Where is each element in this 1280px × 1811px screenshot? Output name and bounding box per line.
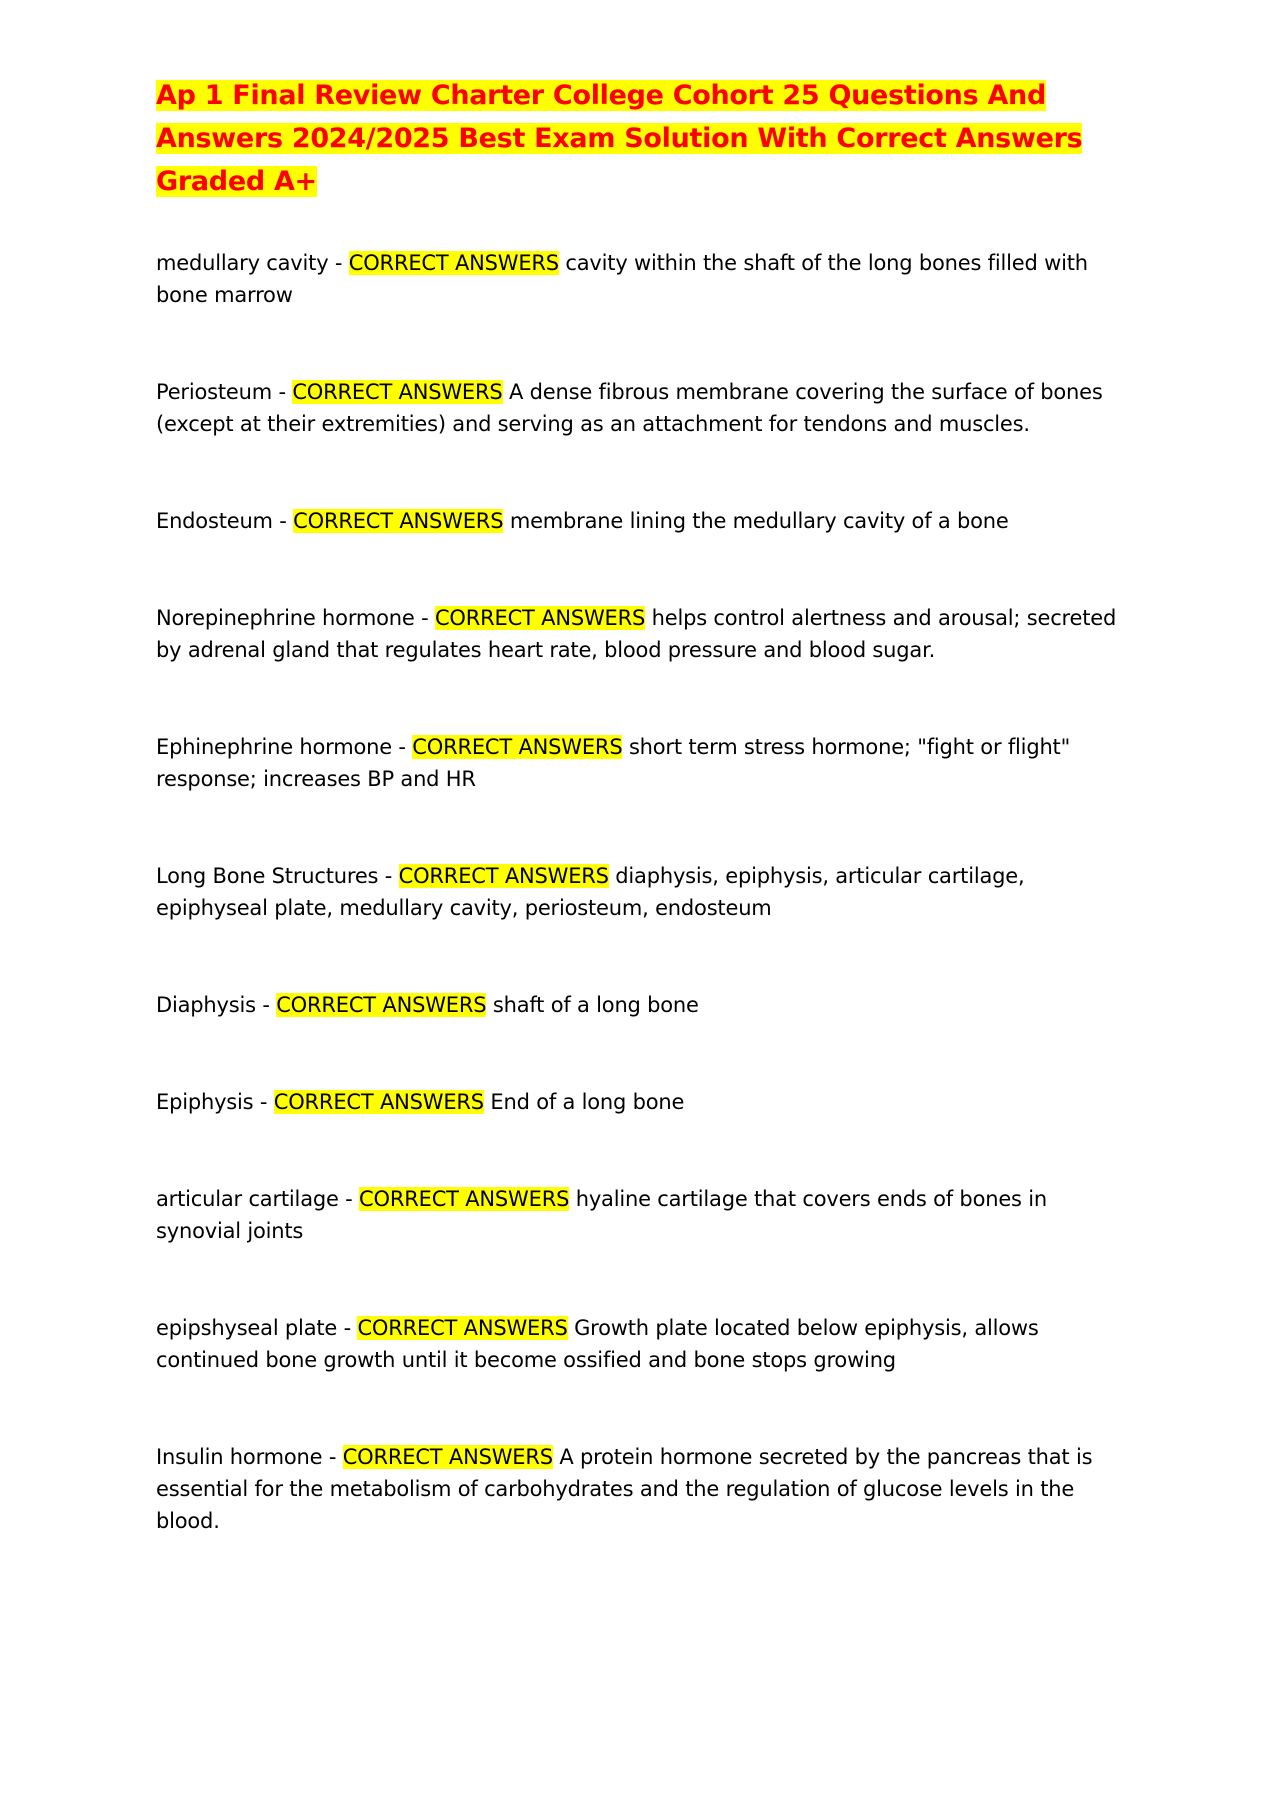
- qa-definition: diaphysis, epiphysis, articular cartilage, epiphyseal plate, medullary cavity, periosteum, endosteum: [156, 864, 1025, 920]
- qa-definition: shaft of a long bone: [492, 993, 699, 1017]
- correct-answers-tag: CORRECT ANSWERS: [293, 509, 504, 533]
- qa-term: Ephinephrine hormone -: [156, 735, 413, 759]
- qa-item: [156, 860, 1136, 924]
- correct-answers-tag: CORRECT ANSWERS: [359, 1187, 570, 1211]
- qa-definition: short term stress hormone; "fight or flight" response; increases BP and HR: [156, 735, 1071, 791]
- correct-answers-tag: CORRECT ANSWERS: [348, 251, 559, 275]
- qa-item: [156, 247, 1136, 311]
- qa-term: epipshyseal plate -: [156, 1316, 358, 1340]
- correct-answers-tag: CORRECT ANSWERS: [434, 606, 646, 630]
- qa-term: articular cartilage -: [156, 1187, 360, 1211]
- qa-item: [156, 602, 1136, 666]
- qa-definition: membrane lining the medullary cavity of a bone: [509, 509, 1009, 533]
- qa-definition: helps control alertness and arousal; secreted by adrenal gland that regulates heart rate, blood pressure and blood sugar.: [156, 606, 1117, 662]
- qa-term: Endosteum -: [156, 509, 294, 533]
- qa-definition: hyaline cartilage that covers ends of bones in synovial joints: [156, 1187, 1048, 1243]
- correct-answers-tag: CORRECT ANSWERS: [412, 735, 623, 759]
- qa-item: [156, 1312, 1136, 1376]
- qa-term: Periosteum -: [156, 380, 293, 404]
- qa-list: [156, 247, 1136, 1537]
- qa-term: Norepinephrine hormone -: [156, 606, 435, 630]
- qa-term: Epiphysis -: [156, 1090, 274, 1114]
- correct-answers-tag: CORRECT ANSWERS: [342, 1445, 553, 1469]
- qa-item: [156, 1441, 1136, 1537]
- correct-answers-tag: CORRECT ANSWERS: [276, 993, 487, 1017]
- qa-term: Long Bone Structures -: [156, 864, 399, 888]
- qa-item: [156, 376, 1136, 440]
- qa-term: medullary cavity -: [156, 251, 349, 275]
- correct-answers-tag: CORRECT ANSWERS: [292, 380, 503, 404]
- qa-item: [156, 505, 1136, 537]
- qa-item: [156, 1183, 1136, 1247]
- correct-answers-tag: CORRECT ANSWERS: [398, 864, 609, 888]
- qa-definition: cavity within the shaft of the long bones filled with bone marrow: [156, 251, 1088, 307]
- qa-item: [156, 731, 1136, 795]
- qa-term: Diaphysis -: [156, 993, 277, 1017]
- qa-item: [156, 989, 1136, 1021]
- qa-item: [156, 1086, 1136, 1118]
- qa-definition: End of a long bone: [490, 1090, 685, 1114]
- qa-definition: A dense fibrous membrane covering the surface of bones (except at their extremities) and serving as an attachment for tendons and muscles.: [156, 380, 1103, 436]
- title-highlight: Ap 1 Final Review Charter College Cohort 25 Questions And Answers 2024/2025 Best Exam Solution With Correct Answers Graded A+: [156, 80, 1083, 197]
- document-title: [156, 74, 1136, 203]
- correct-answers-tag: CORRECT ANSWERS: [357, 1316, 568, 1340]
- qa-definition: Growth plate located below epiphysis, allows continued bone growth until it become ossified and bone stops growing: [156, 1316, 1039, 1372]
- document-page: [156, 74, 1136, 1602]
- qa-definition: A protein hormone secreted by the pancreas that is essential for the metabolism of carbohydrates and the regulation of glucose levels in the blood.: [156, 1445, 1093, 1533]
- correct-answers-tag: CORRECT ANSWERS: [273, 1090, 484, 1114]
- qa-term: Insulin hormone -: [156, 1445, 343, 1469]
